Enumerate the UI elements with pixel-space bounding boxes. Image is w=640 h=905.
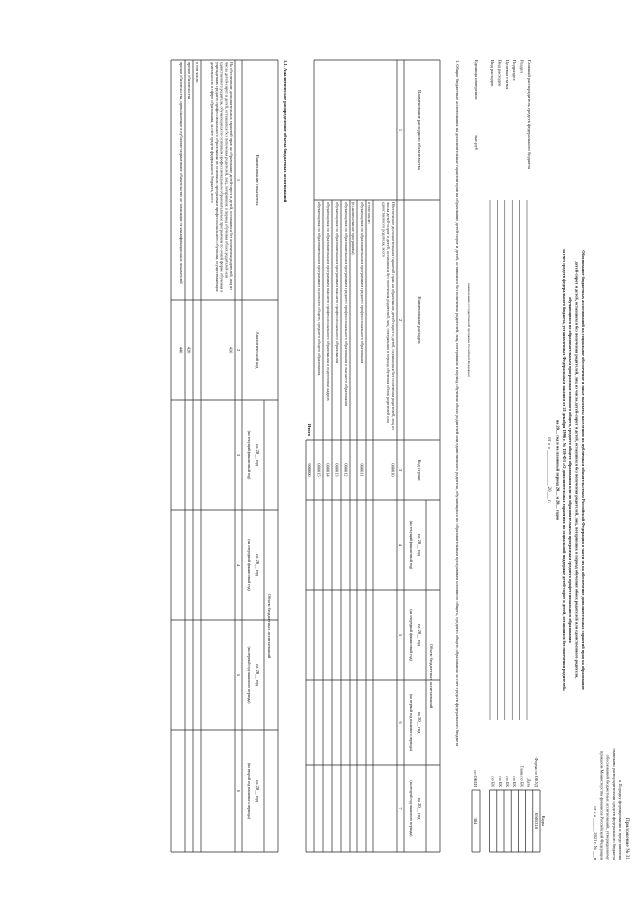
year-subheader: (на первый год планового периода) xyxy=(409,694,413,751)
row-code: 000012 xyxy=(343,463,349,477)
okei-label: по ОКЕИ xyxy=(473,770,478,787)
year-subheader: (на первый год планового периода) xyxy=(247,646,251,704)
row-code: 410 xyxy=(228,346,234,354)
appendix-line: от « » ______ 2021 г. № ___н xyxy=(593,806,599,860)
column-number: 5 xyxy=(236,673,241,677)
codes-label: по БК xyxy=(497,776,503,787)
row-text: обучающихся по образовательным программам среднего профессионального образования и высшего образования xyxy=(344,202,349,406)
row-text: в том числе: xyxy=(367,202,372,224)
column-number: 1 xyxy=(398,128,403,132)
column-number: 6 xyxy=(398,721,403,724)
year-header: на 20__ год xyxy=(255,554,260,576)
column-number: 5 xyxy=(398,633,403,637)
row-text: На обеспечение дополнительных гарантий прав на образование детей-сирот и детей, оставшихся без попечения родителей, лиц из xyxy=(229,62,234,290)
year-header: на 20__ год xyxy=(417,534,422,556)
year-subheader: (на очередной финансовый год) xyxy=(247,539,251,591)
row-code: 000013 xyxy=(334,463,340,477)
total-label: Итого xyxy=(307,423,312,436)
codes-value: 0505318 xyxy=(533,813,539,829)
appendix-line: обоснований бюджетных ассигнований, утвержденному xyxy=(605,754,611,860)
document-title: за счет средств федерального бюджета, установленных Федеральным законом от 21 декабря 1996 г. № 159-ФЗ «О дополнительных гарантиях по социальной поддержке детей-сирот и детей, оставшихся без попечения родителей» xyxy=(561,248,567,692)
row-code: 420 xyxy=(186,346,192,354)
appendix-line: к Порядку формирования и представления xyxy=(618,780,623,860)
row-text: обучающихся по образовательным программам среднего профессионального образования xyxy=(360,202,365,364)
row-code: 000015 xyxy=(316,463,322,477)
codes-label: по БК xyxy=(505,776,510,787)
column-header: Наименование показателя xyxy=(255,154,260,206)
document-title: Обоснование бюджетных ассигнований на социальное обеспечение и иные выплаты населению по публичным обязательствам Российской Федерации в части их на обеспечение дополнительных гарантий прав на образование xyxy=(581,250,586,690)
row-text: обучающихся по образовательным программам основного общего, среднего общего образования xyxy=(317,202,322,376)
unit-note: (наименование государственной программы Российской Федерации) xyxy=(467,283,471,377)
column-number: 2 xyxy=(236,348,241,352)
row-code: 000011 xyxy=(359,463,365,477)
year-header: на 20__ год xyxy=(417,797,422,820)
row-code: 000010 xyxy=(390,463,396,477)
row-text: в том числе: xyxy=(195,62,200,84)
codes-label: Дата xyxy=(526,778,532,787)
document-title: на 20__ год и на плановый период 20__ и 20__ годов xyxy=(555,419,561,521)
unit-label: Единица измерения: xyxy=(474,60,479,100)
info-label: Вид расходов xyxy=(497,60,503,87)
row-text: единственного родителя, обучающихся по основным профессиональным образовательным программам по очной форме обучения в xyxy=(219,62,225,293)
year-header: на 20__ год xyxy=(255,780,260,802)
year-subheader: (на второй год планового периода) xyxy=(409,780,413,837)
year-subheader: (на второй год планового периода) xyxy=(247,763,251,819)
row-text: прочие обязательства xyxy=(187,62,192,100)
row-text: числа детей-сирот и детей, оставшихся без попечения родителей, лиц, потерявших в период обучения обоих родителей или xyxy=(386,202,392,423)
codes-label: по БК xyxy=(512,776,518,787)
total-code: 900000 xyxy=(307,463,312,477)
section11-title: 1.1. Аналитическое распределение объема бюджетных ассигнований xyxy=(283,60,288,203)
info-label: Целевая статья xyxy=(504,60,510,90)
codes-label: по БК xyxy=(490,776,496,787)
column-header: Аналитический код xyxy=(255,331,260,369)
info-label: Вид расходов xyxy=(490,60,495,87)
column-header: Объем бюджетных ассигнований xyxy=(429,643,434,709)
appendix-line: приказом Министерства финансов Российской Федерации xyxy=(599,750,605,860)
row-text: прочие обязательства, превышающие в публично-нормативное обязательство не зависящие от квалификационных показателей xyxy=(179,62,184,284)
year-header: на 20__ год xyxy=(255,664,260,686)
column-number: 6 xyxy=(236,789,241,793)
info-label: Главный распорядитель средств федерального бюджета xyxy=(527,60,532,170)
column-header: Код строки xyxy=(417,459,422,481)
codes-header: Коды xyxy=(541,815,546,827)
row-text: обучающихся по образовательным программам высшего профессионального образования и подготовки кадров xyxy=(326,202,331,401)
row-text: учреждениях среднего профессионального образования по основным программам профессионального обучения, осуществляющих xyxy=(214,62,220,292)
codes-label: Форма по ОКУД xyxy=(533,757,539,787)
row-text: числа детей-сирот и детей, оставшихся без попечения родителей, лиц, потерявших в период обучения обоих родителей или xyxy=(224,62,230,278)
info-label: Подраздел xyxy=(512,60,518,81)
section1-title: 1. Общие бюджетные ассигнования на дополнительные гарантии прав на образование детей-сирот и детей, оставшихся без попечения родителей, лиц, потерявших в период обучения обоих родителей или единственного родителя, обучающихся по образовательным программам основного общего, среднего общего образования за счет средств федерального бюджета xyxy=(455,60,460,747)
okei-value: 384 xyxy=(473,817,478,825)
info-label: Раздел xyxy=(519,60,525,73)
codes-label: Глава по БК xyxy=(519,765,525,787)
column-header: Объем бюджетных ассигнований xyxy=(267,593,272,659)
column-number: 4 xyxy=(236,563,241,567)
year-subheader: (на очередной финансовый год) xyxy=(409,609,413,661)
row-code: 000014 xyxy=(325,463,331,477)
year-header: на 20__ год xyxy=(255,444,260,466)
year-header: на 20__ год xyxy=(417,711,422,734)
row-text: деятельность в сфере образования, за счет средств федерального бюджета, всего xyxy=(210,62,216,203)
row-text: единственного родителя, всего xyxy=(381,202,387,257)
document-title: детей-сирот и детей, оставшихся без попечения родителей, лиц из числа детей-сирот и детей, оставшихся без попечения родителей, лиц, потерявших в период обучения обоих родителей или единственного родителя, xyxy=(574,261,580,679)
column-number: 1 xyxy=(236,178,241,182)
document-title: обучающихся по образовательным программам основного общего, среднего общего образования или по образовательным программам среднего профессионального образования xyxy=(568,297,574,643)
column-number: 2 xyxy=(398,318,403,322)
row-text: (в наименование программы) xyxy=(351,202,356,255)
year-header: на 20__ год xyxy=(417,624,422,646)
year-subheader: (на текущий финансовый год) xyxy=(409,520,413,570)
column-number: 4 xyxy=(398,543,403,547)
row-text: Обеспечение дополнительных гарантий прав на образование детей-сирот и детей, оставшихся без попечения родителей, лиц из xyxy=(391,202,396,430)
row-code: 440 xyxy=(178,346,184,354)
year-subheader: (на текущий финансовый год) xyxy=(247,430,251,480)
column-number: 3 xyxy=(398,468,403,472)
unit-value: тыс.руб xyxy=(474,135,479,151)
column-number: 7 xyxy=(398,807,403,810)
column-header: Наименование расходного обязательства xyxy=(417,90,422,170)
column-header: Наименование расходов xyxy=(417,296,422,344)
column-number: 3 xyxy=(236,453,241,457)
appendix-title: Приложение № 31 xyxy=(624,817,630,860)
appendix-line: главными распорядителями средств федерального бюджета xyxy=(611,748,617,860)
document-date: от « » ______________ 20___ г. xyxy=(546,436,551,504)
row-text: обучающихся по образовательным программам высшего профессионального образования xyxy=(335,202,340,363)
